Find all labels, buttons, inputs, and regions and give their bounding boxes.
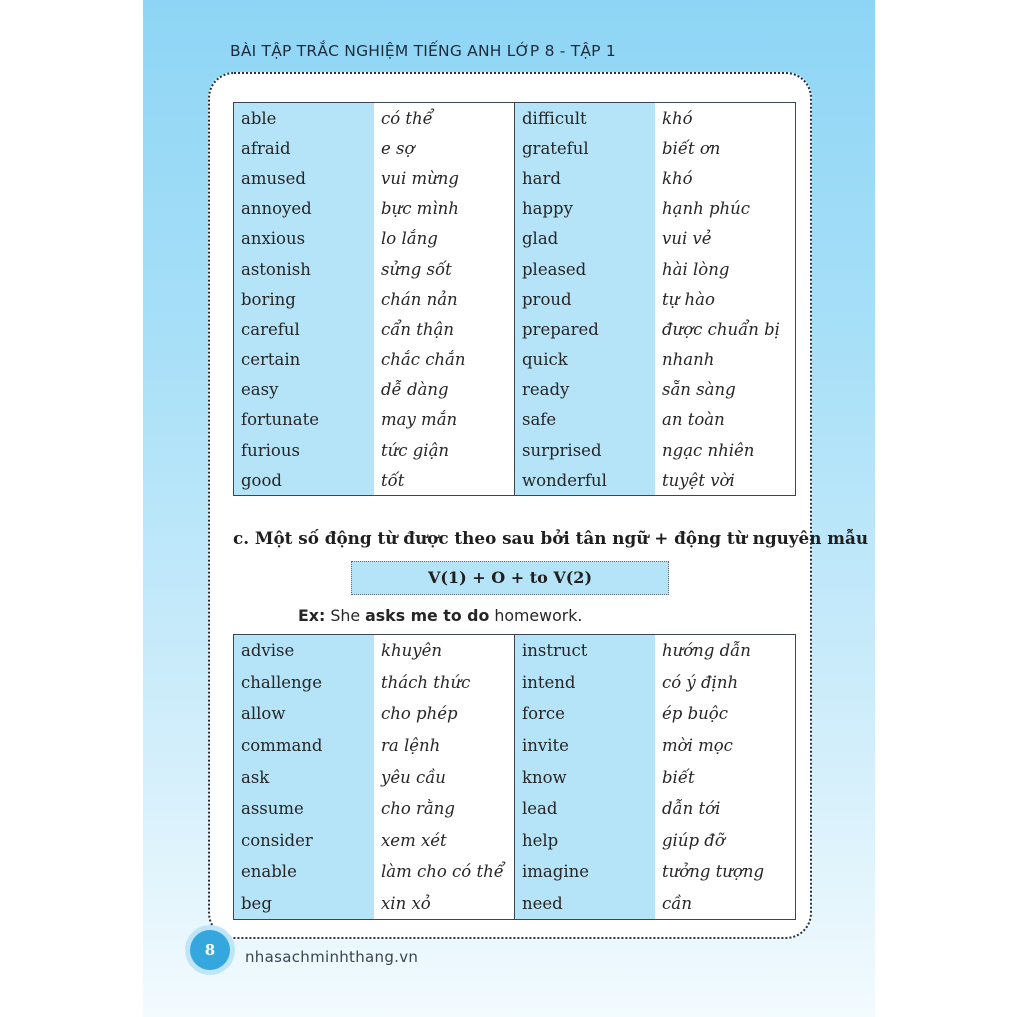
formula-box: V(1) + O + to V(2) xyxy=(351,561,669,595)
vietnamese-meaning: khó xyxy=(655,163,796,193)
vietnamese-meaning: hạnh phúc xyxy=(655,194,796,224)
section-c-title: c. Một số động từ được theo sau bởi tân ngữ + động từ nguyên mẫu xyxy=(233,528,869,548)
table-row xyxy=(234,254,796,284)
english-word: force xyxy=(515,698,656,730)
example-sentence xyxy=(298,606,582,625)
table-row xyxy=(234,194,796,224)
page-number-badge: 8 xyxy=(190,930,230,970)
english-word: safe xyxy=(515,405,656,435)
table-row xyxy=(234,405,796,435)
vietnamese-meaning: ra lệnh xyxy=(374,730,515,762)
verb-vocab-table xyxy=(233,634,796,920)
vietnamese-meaning: giúp đỡ xyxy=(655,825,796,857)
english-word: help xyxy=(515,825,656,857)
english-word: command xyxy=(234,730,375,762)
english-word: ask xyxy=(234,761,375,793)
english-word: enable xyxy=(234,856,375,888)
vietnamese-meaning: xin xỏ xyxy=(374,888,515,920)
english-word: assume xyxy=(234,793,375,825)
english-word: anxious xyxy=(234,224,375,254)
vietnamese-meaning: e sợ xyxy=(374,133,515,163)
english-word: amused xyxy=(234,163,375,193)
english-word: able xyxy=(234,103,375,134)
vietnamese-meaning: sẵn sàng xyxy=(655,375,796,405)
vietnamese-meaning: có thể xyxy=(374,103,515,134)
vietnamese-meaning: biết ơn xyxy=(655,133,796,163)
table-row xyxy=(234,375,796,405)
table-row xyxy=(234,793,796,825)
vietnamese-meaning: tức giận xyxy=(374,435,515,465)
english-word: wonderful xyxy=(515,465,656,496)
vietnamese-meaning: được chuẩn bị xyxy=(655,314,796,344)
vietnamese-meaning: an toàn xyxy=(655,405,796,435)
vietnamese-meaning: thách thức xyxy=(374,667,515,699)
vietnamese-meaning: chắc chắn xyxy=(374,345,515,375)
table-row xyxy=(234,103,796,134)
table-row xyxy=(234,635,796,667)
table-row xyxy=(234,345,796,375)
english-word: grateful xyxy=(515,133,656,163)
vietnamese-meaning: tuyệt vời xyxy=(655,465,796,496)
vietnamese-meaning: biết xyxy=(655,761,796,793)
vietnamese-meaning: làm cho có thể xyxy=(374,856,515,888)
english-word: pleased xyxy=(515,254,656,284)
vietnamese-meaning: may mắn xyxy=(374,405,515,435)
english-word: fortunate xyxy=(234,405,375,435)
vietnamese-meaning: mời mọc xyxy=(655,730,796,762)
page-header-title: BÀI TẬP TRẮC NGHIỆM TIẾNG ANH LỚP 8 - TẬP 1 xyxy=(230,42,616,60)
english-word: happy xyxy=(515,194,656,224)
english-word: afraid xyxy=(234,133,375,163)
table-row xyxy=(234,825,796,857)
vietnamese-meaning: dẫn tới xyxy=(655,793,796,825)
table-row xyxy=(234,761,796,793)
vietnamese-meaning: yêu cầu xyxy=(374,761,515,793)
table-row xyxy=(234,667,796,699)
example-label: Ex: xyxy=(298,606,326,625)
example-text-part2: homework. xyxy=(489,606,583,625)
english-word: careful xyxy=(234,314,375,344)
english-word: annoyed xyxy=(234,194,375,224)
english-word: invite xyxy=(515,730,656,762)
english-word: easy xyxy=(234,375,375,405)
vietnamese-meaning: tốt xyxy=(374,465,515,496)
vietnamese-meaning: cho phép xyxy=(374,698,515,730)
english-word: prepared xyxy=(515,314,656,344)
vietnamese-meaning: cần xyxy=(655,888,796,920)
vietnamese-meaning: nhanh xyxy=(655,345,796,375)
english-word: instruct xyxy=(515,635,656,667)
english-word: proud xyxy=(515,284,656,314)
vietnamese-meaning: khuyên xyxy=(374,635,515,667)
vietnamese-meaning: tự hào xyxy=(655,284,796,314)
english-word: boring xyxy=(234,284,375,314)
english-word: challenge xyxy=(234,667,375,699)
vietnamese-meaning: ép buộc xyxy=(655,698,796,730)
vietnamese-meaning: có ý định xyxy=(655,667,796,699)
vietnamese-meaning: khó xyxy=(655,103,796,134)
english-word: furious xyxy=(234,435,375,465)
table-row xyxy=(234,133,796,163)
english-word: allow xyxy=(234,698,375,730)
english-word: difficult xyxy=(515,103,656,134)
english-word: good xyxy=(234,465,375,496)
website-url: nhasachminhthang.vn xyxy=(245,948,419,966)
vietnamese-meaning: cẩn thận xyxy=(374,314,515,344)
english-word: advise xyxy=(234,635,375,667)
table-row xyxy=(234,888,796,920)
table-row xyxy=(234,284,796,314)
english-word: imagine xyxy=(515,856,656,888)
vietnamese-meaning: sửng sốt xyxy=(374,254,515,284)
table-row xyxy=(234,856,796,888)
english-word: astonish xyxy=(234,254,375,284)
vietnamese-meaning: hài lòng xyxy=(655,254,796,284)
english-word: surprised xyxy=(515,435,656,465)
vietnamese-meaning: bực mình xyxy=(374,194,515,224)
english-word: consider xyxy=(234,825,375,857)
vietnamese-meaning: hướng dẫn xyxy=(655,635,796,667)
table-row xyxy=(234,435,796,465)
vietnamese-meaning: lo lắng xyxy=(374,224,515,254)
vietnamese-meaning: cho rằng xyxy=(374,793,515,825)
vietnamese-meaning: vui vẻ xyxy=(655,224,796,254)
english-word: hard xyxy=(515,163,656,193)
adjective-vocab-table xyxy=(233,102,796,496)
english-word: certain xyxy=(234,345,375,375)
english-word: know xyxy=(515,761,656,793)
example-bold-phrase: asks me to do xyxy=(365,606,490,625)
vietnamese-meaning: tưởng tượng xyxy=(655,856,796,888)
vietnamese-meaning: dễ dàng xyxy=(374,375,515,405)
table-row xyxy=(234,698,796,730)
vietnamese-meaning: chán nản xyxy=(374,284,515,314)
table-row xyxy=(234,465,796,496)
vietnamese-meaning: xem xét xyxy=(374,825,515,857)
english-word: glad xyxy=(515,224,656,254)
english-word: ready xyxy=(515,375,656,405)
vietnamese-meaning: ngạc nhiên xyxy=(655,435,796,465)
example-text-part1: She xyxy=(325,606,366,625)
english-word: beg xyxy=(234,888,375,920)
english-word: intend xyxy=(515,667,656,699)
vietnamese-meaning: vui mừng xyxy=(374,163,515,193)
table-row xyxy=(234,730,796,762)
table-row xyxy=(234,163,796,193)
table-row xyxy=(234,314,796,344)
table-row xyxy=(234,224,796,254)
english-word: quick xyxy=(515,345,656,375)
english-word: lead xyxy=(515,793,656,825)
english-word: need xyxy=(515,888,656,920)
